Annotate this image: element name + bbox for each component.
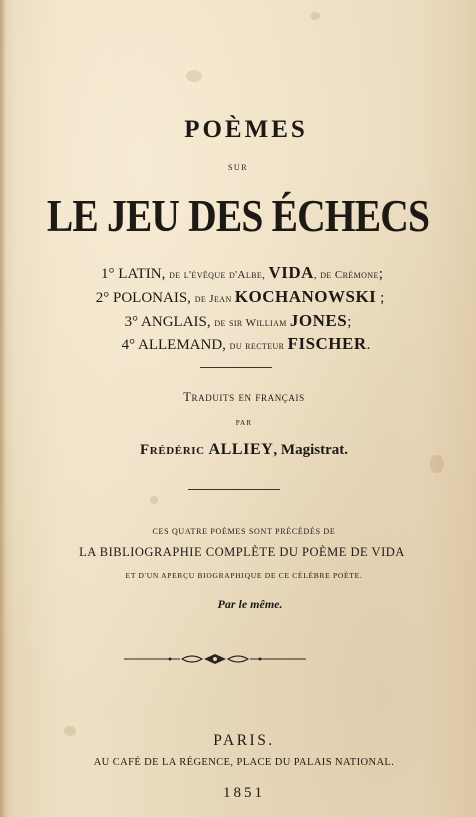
edition-author-suffix: , de Crémone — [313, 269, 379, 281]
ornament-divider — [120, 651, 310, 667]
edition-number: 4° — [121, 337, 139, 353]
divider-rule — [200, 367, 272, 368]
edition-language: POLONAIS, — [113, 290, 195, 306]
edition-author-name: JONES — [289, 311, 348, 330]
edition-line-2 — [0, 287, 476, 307]
edition-author-prefix: de l'évêque d'Albe, — [169, 269, 269, 281]
title-poemes: POÈMES — [184, 116, 308, 143]
edition-punctuation: ; — [378, 266, 383, 282]
publisher-line: AU CAFÉ DE LA RÉGENCE, PLACE DU PALAIS NATIONAL. — [93, 757, 395, 768]
edition-punctuation: ; — [376, 290, 385, 306]
edition-punctuation: . — [366, 337, 371, 353]
edition-number: 2° — [95, 290, 113, 306]
edition-line-4 — [0, 334, 476, 354]
bibliography-line: LA BIBLIOGRAPHIE COMPLÈTE DU POÈME DE VIDA — [79, 545, 405, 559]
edition-number: 1° — [101, 266, 119, 282]
edition-author-prefix: du recteur — [229, 340, 288, 352]
edition-author-prefix: de sir William — [214, 317, 290, 329]
edition-author-name: KOCHANOWSKI — [234, 287, 377, 306]
edition-language: ANGLAIS, — [141, 314, 215, 330]
main-title: LE JEU DES ÉCHECS — [46, 190, 430, 241]
edition-language: LATIN, — [118, 266, 170, 282]
biography-line: ET D'UN APERÇU BIOGRAPHIQUE DE CE CÉLÈBRE POÈTE. — [125, 571, 363, 580]
city-line: PARIS. — [213, 732, 275, 749]
edition-line-3 — [0, 311, 476, 331]
par-line: PAR — [235, 419, 253, 427]
foxing-spot — [186, 70, 202, 82]
divider-rule — [188, 489, 280, 490]
translator-line: Frédéric ALLIEY, Magistrat. — [140, 441, 348, 458]
edition-author-prefix: de Jean — [194, 293, 235, 305]
edition-author-name: FISCHER — [287, 334, 367, 353]
translator-title: Magistrat. — [280, 442, 348, 458]
translator-surname: ALLIEY — [208, 441, 274, 458]
edition-punctuation: ; — [347, 314, 352, 330]
edition-number: 3° — [124, 314, 142, 330]
by-same-line: Par le même. — [217, 597, 283, 611]
edition-author-name: VIDA — [268, 263, 314, 282]
preceded-line: CES QUATRE POÈMES SONT PRÉCÉDÉS DE — [152, 527, 336, 536]
edition-language: ALLEMAND, — [138, 337, 230, 353]
year-line: 1851 — [223, 785, 265, 801]
foxing-spot — [150, 496, 158, 504]
translated-line: Traduits en français — [183, 390, 305, 404]
foxing-spot — [310, 12, 320, 20]
title-sur: SUR — [227, 163, 249, 172]
translator-first-name: Frédéric — [140, 442, 205, 458]
edition-line-1 — [0, 263, 476, 283]
